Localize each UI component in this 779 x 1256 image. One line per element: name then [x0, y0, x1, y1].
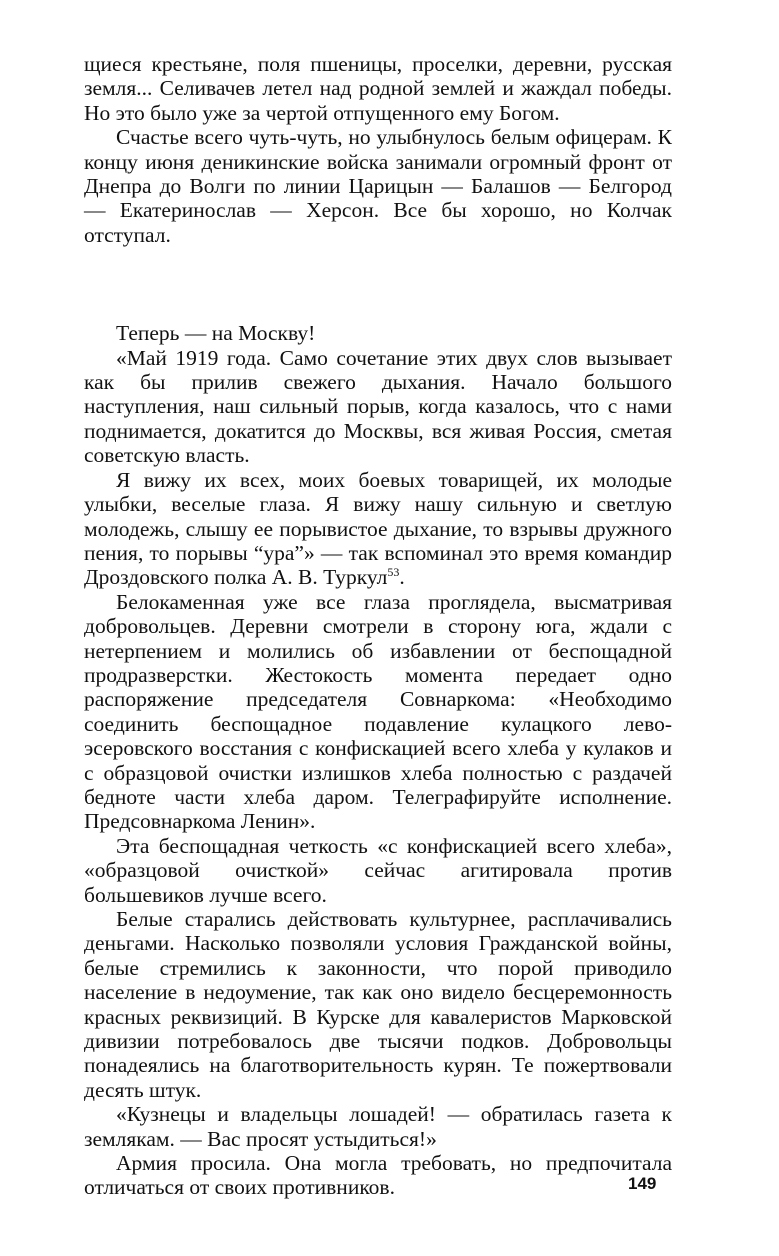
paragraph-moscow: Теперь — на Москву! — [116, 321, 316, 346]
paragraph-newspaper-quote: «Кузнецы и владельцы лошадей! — обратилась газета к землякам. — Вас просят устыдиться!» — [84, 1102, 672, 1151]
page-number: 149 — [628, 1174, 657, 1193]
page-text-block — [84, 52, 672, 1200]
paragraph-kolchak: Счастье всего чуть-чуть, но улыбнулось белым офицерам. К концу июня деникинские войска занимали огромный фронт от Днепра до Волги по линии Царицын — Балашов — Белгород — Екатеринослав — Херсон. Все бы хорошо, но Колчак отступал. — [84, 125, 672, 247]
paragraph-turkul — [84, 468, 672, 590]
section-gap — [84, 247, 672, 321]
paragraph-army: Армия просила. Она могла требовать, но предпочитала отличаться от своих противников. — [84, 1151, 672, 1200]
paragraph-whites-culture: Белые старались действовать культурнее, расплачивались деньгами. Насколько позволяли условия Гражданской войны, белые стремились к законности, что порой приводило население в недоумение, так как оно видело бесцеремонность красных реквизиций. В Курске для кавалеристов Марковской дивизии потребовалось две тысячи подков. Добровольцы понадеялись на благотворительность курян. Те пожертвовали десять штук. — [84, 907, 672, 1102]
paragraph-turkul-text: Я вижу их всех, моих боевых товарищей, их молодые улыбки, веселые глаза. Я вижу нашу сильную и светлую молодежь, слышу ее порывистое дыхание, то взрывы дружного пения, то порывы “ура”» — так вспоминал это время командир Дроздовского полка А. В. Туркул — [84, 467, 672, 590]
paragraph-may-1919: «Май 1919 года. Само сочетание этих двух слов вызывает как бы прилив свежего дыхания. Начало большого наступления, наш сильный порыв, когда казалось, что с нами поднимается, докатится до Москвы, вся живая Россия, сметая советскую власть. — [84, 345, 672, 468]
paragraph-prodrazverstka: Белокаменная уже все глаза проглядела, высматривая добровольцев. Деревни смотрели в сторону юга, ждали с нетерпением и молились об избавлении от беспощадной продразверстки. Жестокость момента передает одно распоряжение председателя Совнаркома: «Необходимо соединить беспощадное подавление кулацкого лево-эсеровского восстания с конфискацией всего хлеба у кулаков и с образцовой очистки излишков хлеба полностью с раздачей бедноте части хлеба даром. Телеграфируйте исполнение. Предсовнаркома Ленин». — [84, 589, 672, 834]
paragraph-turkul-period: . — [399, 565, 405, 590]
paragraph-continuation: щиеся крестьяне, поля пшеницы, проселки, деревни, русская земля... Селивачев летел над родной землей и жаждал победы. Но это было уже за чертой отпущенного ему Богом. — [84, 52, 672, 125]
footnote-reference: 53 — [387, 565, 400, 580]
paragraph-confiscation: Эта беспощадная четкость «с конфискацией всего хлеба», «образцовой очисткой» сейчас агитировала против большевиков лучше всего. — [84, 833, 672, 907]
